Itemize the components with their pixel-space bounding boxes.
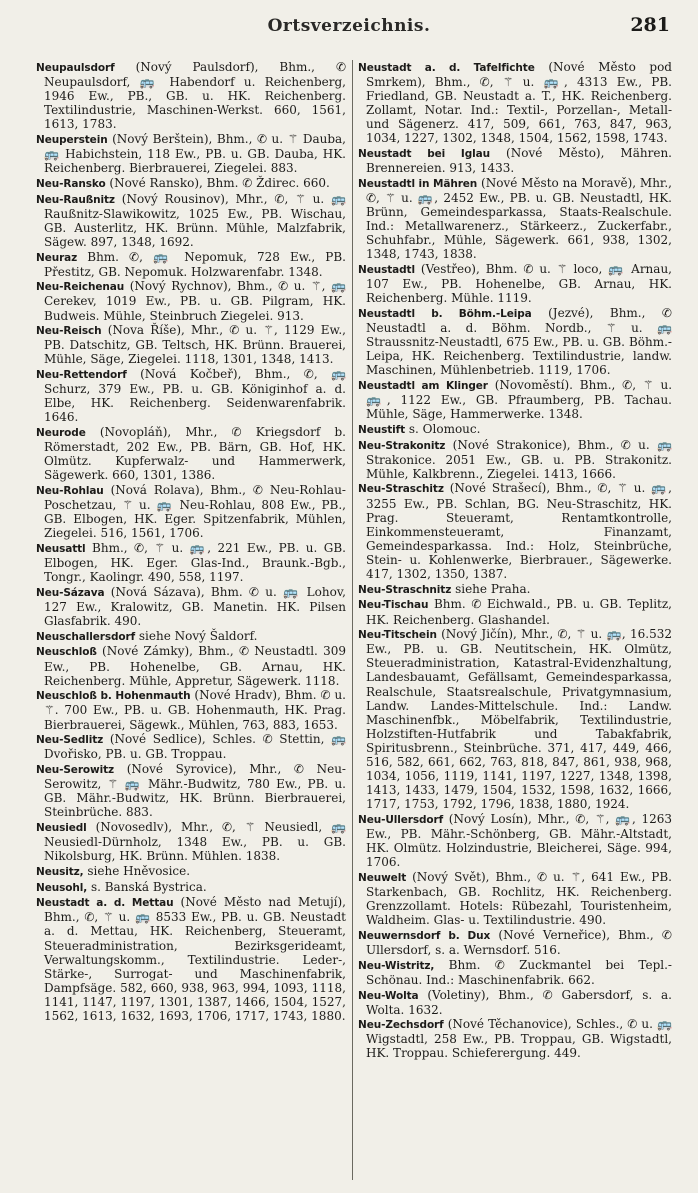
place-name: Neustadtl am Klinger (358, 380, 488, 393)
left-column (36, 60, 346, 1180)
place-details: Bhm. ✆ Zuckmantel bei Tepl.-Schönau. Ind.: Maschinenfabrik. 662. (366, 957, 672, 987)
place-entry (36, 279, 346, 322)
place-entry (358, 146, 672, 175)
place-entry (36, 895, 346, 1023)
place-details: (Nové Strašecí), Bhm., ✆, ⚚ u. 🚌, 3255 Ew., PB. Schlan, BG. Neu-Straschitz, HK. Prag. Steueramt, Rentamtkontrolle, Einkommensteueramt, Finanzamt, Gemeindesparkassa. Ind.: Holz, Steinbrüche, Stein- u. Kohlenwerke, Bierbrauer., Sägewerke. 417, 1302, 1350, 1387. (366, 481, 672, 582)
place-details: s. Banská Bystrica. (90, 879, 207, 894)
place-details: (Nový Svět), Bhm., ✆ u. ⚚, 641 Ew., PB. Starkenbach, GB. Rochlitz, HK. Reichenberg. Grenzzollamt. Hotels: Rübezahl, Touristenheim, Waldheim. Glas- u. Textilindustrie. 490. (366, 869, 672, 928)
place-details: siehe Praha. (455, 581, 531, 596)
place-name: Neuwernsdorf b. Dux (358, 929, 491, 942)
place-name: Neu-Straschnitz (358, 583, 452, 596)
place-details: (Nové Město), Mähren. Brennereien. 913, 1433. (366, 146, 672, 176)
place-name: Neusitz, (36, 865, 84, 878)
place-name: Neu-Wistritz, (358, 959, 435, 972)
place-name: Neu-Titschein (358, 629, 437, 642)
place-entry (358, 438, 672, 481)
place-name: Neu-Zechsdorf (358, 1019, 444, 1032)
place-details: (Jezvé), Bhm., ✆ Neustadtl a. d. Böhm. Nordb., ⚚ u. 🚌 Straussnitz-Neustadtl, 675 Ew., PB. u. GB. Böhm.-Leipa, HK. Reichenberg. Textilindustrie, landw. Maschinen, Mühlenbetrieb. 1119, 1706. (366, 305, 672, 378)
place-entry (358, 481, 672, 581)
place-entry (36, 176, 346, 191)
place-entry (36, 644, 346, 687)
place-details: Bhm. ✆ Eichwald., PB. u. GB. Teplitz, HK. Reichenberg. Glashandel. (366, 597, 672, 627)
page-number: 281 (630, 14, 670, 36)
place-name: Neustadt a. d. Tafelfichte (358, 62, 535, 74)
place-details: (Nové Sedlice), Schles. ✆ Stettin, 🚌 Dvořisko, PB. u. GB. Troppau. (44, 732, 346, 762)
place-details: Bhm., ✆, ⚚ u. 🚌, 221 Ew., PB. u. GB. Elbogen, HK. Eger. Glas-Ind., Braunk.-Bgb., Tongr., Kaolingr. 490, 558, 1197. (44, 541, 346, 585)
place-entry (36, 732, 346, 761)
place-details: (Nová Kočbeř), Bhm., ✆, 🚌 Schurz, 379 Ew., PB. u. GB. Königinhof a. d. Elbe, HK. Reichenberg. Seidenwarenfabrik. 1646. (44, 367, 346, 425)
two-column-body (36, 60, 672, 1180)
place-details: (Nová Rolava), Bhm., ✆ Neu-Rohlau-Poschetzau, ⚚ u. 🚌 Neu-Rohlau, 808 Ew., PB., GB. Elbogen, HK. Eger. Spitzenfabrik, Mühlen, Ziegelei. 516, 1561, 1706. (44, 483, 346, 541)
place-details: (Nové Město na Moravě), Mhr., ✆, ⚚ u. 🚌, 2452 Ew., PB. u. GB. Neustadtl, HK. Brünn, Gemeindesparkassa, Staats-Realschule. Ind.: Metallwarenerz., Stärkeerz., Zuckerfabr., Schuhfabr., Mühle, Sägewerk. 661, 938, 1302, 1348, 1743, 1838. (366, 175, 672, 262)
place-entry (358, 812, 672, 869)
place-entry (358, 582, 672, 597)
place-details: (Nové Syrovice), Mhr., ✆ Neu-Serowitz, ⚚ 🚌 Mähr.-Budwitz, 780 Ew., PB. u. GB. Mähr.-Budwitz, HK. Brünn. Bierbrauerei, Steinbrüche. 883. (44, 762, 346, 820)
place-name: Neusattl (36, 543, 86, 556)
place-details: (Nový Rychnov), Bhm., ✆ u. ⚚, 🚌 Cerekev, 1019 Ew., PB. u. GB. Pilgram, HK. Budweis. Mühle, Steinbruch Ziegelei. 913. (44, 279, 346, 323)
place-details: (Nové Ransko), Bhm. ✆ Ždirec. 660. (109, 175, 330, 190)
column-divider (352, 60, 353, 1180)
place-name: Neu-Ullersdorf (358, 814, 444, 826)
place-details: (Nová Sázava), Bhm. ✆ u. 🚌 Lohov, 127 Ew., Kralowitz, GB. Manetin. HK. Pilsen Glasfabrik. 490. (44, 584, 346, 629)
place-details: (Nový Berštein), Bhm., ✆ u. ⚚ Dauba, 🚌 Habichstein, 118 Ew., PB. u. GB. Dauba, HK. Reichenberg. Bierbrauerei, Ziegelei. 883. (44, 132, 346, 176)
place-details: (Novopláň), Mhr., ✆ Kriegsdorf b. Römerstadt, 202 Ew., PB. Bärn, GB. Hof, HK. Olmütz. Kupferwalz- und Hammerwerk, Sägewerk. 660, 1301, 1386. (44, 425, 346, 483)
place-entry (36, 880, 346, 895)
place-details: (Vestřeo), Bhm. ✆ u. ⚚ loco, 🚌 Arnau, 107 Ew., PB. Hohenelbe, GB. Arnau, HK. Reichenberg. Mühle. 1119. (366, 262, 672, 306)
page-header (0, 14, 698, 44)
place-name: Neu-Sedlitz (36, 734, 104, 747)
place-name: Neu-Reichenau (36, 281, 125, 294)
place-details: (Nové Hradv), Bhm. ✆ u. ⚚. 700 Ew., PB. u. GB. Hohenmauth, HK. Prag. Bierbrauerei, Sägewk., Mühlen, 763, 883, 1653. (44, 688, 346, 732)
place-details: (Nové Verneřice), Bhm., ✆ Ullersdorf, s. a. Wernsdorf. 516. (366, 927, 672, 958)
place-details: s. Olomouc. (408, 421, 481, 436)
place-details: (Nový Losín), Mhr., ✆, ⚚, 🚌, 1263 Ew., PB. Mähr.-Schönberg, GB. Mähr.-Altstadt, HK. Olmütz. Holzindustrie, Bleicherei, Säge. 994, 1706. (366, 812, 672, 870)
place-name: Neustadt a. d. Mettau (36, 897, 174, 910)
place-name: Neustift (358, 423, 406, 436)
place-name: Neu-Strakonitz (358, 439, 446, 452)
place-name: Neurode (36, 427, 86, 440)
place-entry (358, 870, 672, 927)
place-entry (36, 425, 346, 482)
place-entry (358, 597, 672, 626)
place-entry (36, 762, 346, 819)
place-entry (36, 688, 346, 731)
place-name: Neustadtl b. Böhm.-Leipa (358, 307, 532, 320)
place-name: Neuperstein (36, 134, 108, 147)
place-details: siehe Nový Šaldorf. (138, 628, 258, 643)
place-name: Neustadtl in Mähren (358, 177, 478, 190)
place-name: Neu-Reisch (36, 325, 102, 338)
place-name: Neupaulsdorf (36, 62, 115, 74)
place-details: (Nový Rousinov), Mhr., ✆, ⚚ u. 🚌 Raußnitz-Slawikowitz, 1025 Ew., PB. Wischau, GB. Austerlitz, HK. Brünn. Mühle, Malzfabrik, Sägew. 897, 1348, 1692. (44, 191, 346, 249)
place-entry (358, 262, 672, 305)
place-entry (358, 988, 672, 1017)
place-name: Neu-Sázava (36, 586, 105, 599)
place-entry (36, 864, 346, 879)
place-name: Neuschloß (36, 646, 97, 659)
place-entry (358, 627, 672, 811)
place-details: (Nové Těchanovice), Schles., ✆ u. 🚌 Wigstadtl, 258 Ew., PB. Troppau, GB. Wigstadtl, HK. Troppau. Schieferergung. 449. (366, 1017, 672, 1061)
place-name: Neu-Ransko (36, 177, 106, 190)
place-name: Neu-Serowitz (36, 764, 115, 776)
place-entry (36, 192, 346, 249)
place-entry (358, 928, 672, 957)
place-entry (358, 60, 672, 146)
place-entry (36, 629, 346, 644)
place-name: Neu-Wolta (358, 989, 419, 1002)
place-entry (36, 132, 346, 175)
place-entry (36, 585, 346, 628)
place-details: Bhm. ✆, 🚌 Nepomuk, 728 Ew., PB. Přestitz, GB. Nepomuk. Holzwarenfabr. 1348. (44, 249, 346, 279)
place-details: siehe Hněvosice. (87, 863, 191, 878)
place-name: Neu-Rohlau (36, 485, 104, 498)
page-title: Ortsverzeichnis. (267, 16, 431, 36)
place-details: (Nova Říše), Mhr., ✆ u. ⚚, 1129 Ew., PB. Datschitz, GB. Teltsch, HK. Brünn. Brauerei, Mühle, Säge, Ziegelei. 1118, 1301, 1348, 1413. (44, 323, 346, 367)
place-name: Neusiedl (36, 821, 87, 834)
place-name: Neustadtl (358, 264, 415, 277)
place-name: Neu-Rettendorf (36, 369, 127, 382)
place-entry (36, 820, 346, 863)
place-name: Neuwelt (358, 871, 407, 884)
place-entry (36, 541, 346, 584)
place-name: Neuraz (36, 251, 78, 264)
place-details: (Novoměstí). Bhm., ✆, ⚚ u. 🚌, 1122 Ew., GB. Pfraumberg, PB. Tachau. Mühle, Säge, Hammerwerke. 1348. (366, 378, 672, 422)
right-column (358, 60, 672, 1180)
place-entry (358, 1017, 672, 1060)
place-entry (358, 378, 672, 421)
place-entry (36, 483, 346, 540)
place-name: Neustadt bei Iglau (358, 148, 491, 161)
place-entry (36, 60, 346, 131)
place-entry (36, 367, 346, 424)
place-details: (Novosedlv), Mhr., ✆, ⚚ Neusiedl, 🚌 Neusiedl-Dürnholz, 1348 Ew., PB. u. GB. Nikolsburg, HK. Brünn. Mühlen. 1838. (44, 819, 346, 864)
place-name: Neu-Tischau (358, 599, 429, 612)
place-entry (358, 422, 672, 437)
place-name: Neuschallersdorf (36, 630, 136, 643)
place-name: Neu-Straschitz (358, 483, 444, 496)
place-entry (36, 250, 346, 279)
place-entry (358, 176, 672, 262)
place-entry (358, 958, 672, 987)
place-entry (36, 323, 346, 366)
place-entry (358, 306, 672, 377)
place-details: (Nové Město nad Metují), Bhm., ✆, ⚚ u. 🚌 8533 Ew., PB. u. GB. Neustadt a. d. Mettau, HK. Reichenberg, Steueramt, Steueradministration, Bezirksgerideamt, Verwaltungskomm., Textilindustrie. Leder-, Stärke-, Surrogat- und Maschinenfabrik, Dampfsäge. 582, 660, 938, 963, 994, 1093, 1118, 1141, 1147, 1197, 1301, 1387, 1466, 1504, 1527, 1562, 1613, 1632, 1693, 1706, 1717, 1743, 1880. (44, 895, 346, 1023)
place-details: (Nové Strakonice), Bhm., ✆ u. 🚌 Strakonice. 2051 Ew., GB. u. PB. Strakonitz. Mühle, Kalkbrenn., Ziegelei. 1413, 1666. (366, 437, 672, 481)
place-details: (Voletiny), Bhm., ✆ Gabersdorf, s. a. Wolta. 1632. (366, 987, 672, 1017)
place-name: Neusohl, (36, 881, 88, 894)
place-details: (Nové Město pod Smrkem), Bhm., ✆, ⚚ u. 🚌, 4313 Ew., PB. Friedland, GB. Neustadt a. T., HK. Reichenberg. Zollamt, Notar. Ind.: Textil-, Porzellan-, Metall- und Sägenerz. 417, 509, 661, 763, 847, 963, 1034, 1227, 1302, 1348, 1504, 1562, 1598, 1743. (366, 60, 672, 146)
place-name: Neu-Raußnitz (36, 193, 115, 206)
place-details: (Nové Zámky), Bhm., ✆ Neustadtl. 309 Ew., PB. Hohenelbe, GB. Arnau, HK. Reichenberg. Mühle, Appretur, Sägewerk. 1118. (44, 644, 346, 688)
place-details: (Nový Paulsdorf), Bhm., ✆ Neupaulsdorf, 🚌 Habendorf u. Reichenberg, 1946 Ew., PB., GB. u. HK. Reichenberg. Textilindustrie, Maschinen-Werkst. 660, 1561, 1613, 1783. (44, 60, 346, 132)
place-details: (Nový Jičín), Mhr., ✆, ⚚ u. 🚌, 16.532 Ew., PB. u. GB. Neutitschein, HK. Olmütz, Steueradministration, Katastral-Evidenzhaltung, Landesbauamt, Gefällsamt, Gemeindesparkassa, Realschule, Staatsrealschule, Privatgymnasium, Landw. Landes-Mittelschule. Ind.: Landw. Maschinenfbk., Möbelfabrik, Textilindustrie, Holzstiften-Hutfabrik und Tabakfabrik, Spiritusbrenn., Steinbrüche. 371, 417, 449, 466, 516, 582, 661, 662, 763, 818, 847, 861, 938, 968, 1034, 1056, 1119, 1141, 1197, 1227, 1348, 1398, 1413, 1433, 1479, 1504, 1532, 1598, 1632, 1666, 1717, 1753, 1792, 1796, 1838, 1880, 1924. (366, 627, 672, 812)
place-name: Neuschloß b. Hohenmauth (36, 690, 191, 703)
